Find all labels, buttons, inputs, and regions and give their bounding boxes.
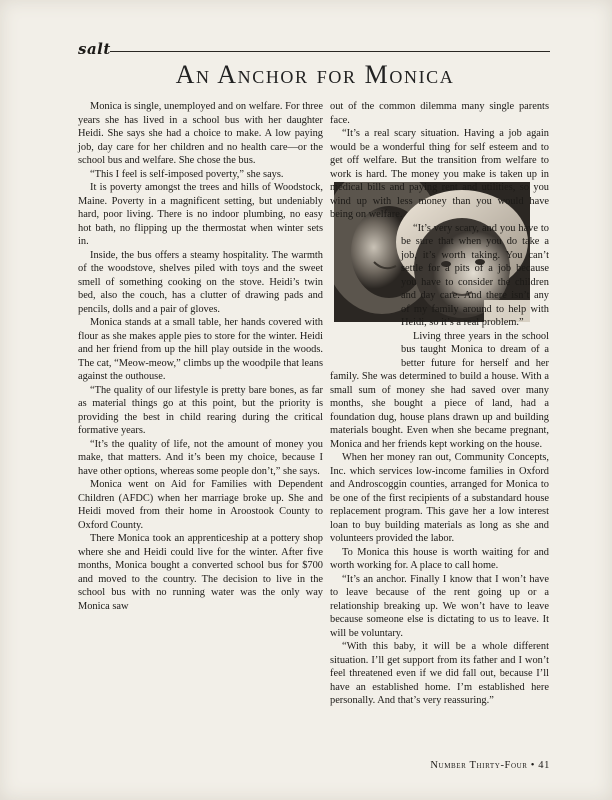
paragraph: “The quality of our lifestyle is pretty bare bones, as far as material things go at this point, but the priority is providing the best in child rearing during the critical formative years. (78, 384, 323, 436)
paragraph: There Monica took an apprenticeship at a pottery shop where she and Heidi could live for the winter. After five months, Monica bought a converted school bus for $700 and moved to the country. The decision to live in the school bus with no running water was the only way Monica saw (78, 533, 323, 612)
paragraph: “This I feel is self-imposed poverty,” she says. (90, 168, 284, 180)
paragraph: “With this baby, it will be a whole different situation. I’ll get support from its father and I won’t feel threatened even if we did fall out, because I’ll have an established home. I’m established here personally. And that’s very reassuring.” (330, 641, 549, 706)
paragraph: Inside, the bus offers a steamy hospitality. The warmth of the woodstove, shelves piled with toys and the sweet smell of something cooking on the stove. Heidi’s twin bed, also the couch, has a clutter of drawing pads and pencils, dolls and a pair of gloves. (78, 249, 323, 315)
paragraph: It is poverty amongst the trees and hills of Woodstock, Maine. Poverty in a magnificent setting, but undeniably hard, poor living. There is no indoor plumbing, no easy hot bath, no flipping up the thermostat when winter sets in. (78, 182, 323, 247)
paragraph: “It’s an anchor. Finally I know that I won’t have to leave because of the rent going up or a relationship breaking up. We won’t have to leave because someone else is dictating to us to leave. It will be voluntary. (330, 573, 549, 639)
paragraph: When her money ran out, Community Concepts, Inc. which services low-income families in Oxford and Androscoggin counties, arranged for Monica to be one of the first recipients of a substandard house replacement program. This gave her a low interest loan to buy building materials as long as she and volunteers provided the labor. (330, 452, 549, 544)
paragraph: “It’s a real scary situation. Having a job again would be a wonderful thing for self esteem and to get off welfare. But the transition from welfare to work is hard. The money you make is taken up in medical bills and paying rent and utilities, so you wind up with less money than you would have being on welfare. (330, 128, 549, 220)
paragraph: “It’s the quality of life, not the amount of money you make, that matters. And it’s been my choice, because I have other options, whereas some people don’t,” she says. (78, 438, 323, 477)
left-column (78, 100, 323, 613)
paragraph: out of the common dilemma many single parents face. (330, 101, 549, 126)
header-rule (110, 51, 550, 52)
paragraph: Monica stands at a small table, her hands covered with flour as she makes apple pies to store for the winter. Heidi and her friend from up the hill play outside in the woods. The cat, “Meow-meow,” climbs up the woodpile that leans against the outhouse. (78, 317, 323, 382)
right-column (330, 100, 549, 708)
photo-wrap-space (330, 222, 395, 359)
paragraph: Monica is single, unemployed and on welfare. For three years she has lived in a school bus with her daughter Heidi. She says she had a choice to make. A low paying job, day care for her children and no health care—or the school bus and welfare. She chose the bus. (78, 101, 323, 166)
paragraph: “It’s very scary, and you have to be sure that when you do take a job, it’s worth taking. You can’t settle for a pits of a job because you have to consider the children and day care. And there isn’t any of my family around to help with Heidi, so it’s a real problem.” (401, 222, 549, 328)
paragraph: Living three years in the school bus taught Monica to dream of a better future for herself and her family. She was determined to build a house. With a small sum of money she had saved over many months, she bought a piece of land, had a foundation dug, house plans drawn up and building materials bought. Even when she became pregnant, Monica and her friends kept working on the house. (330, 330, 549, 450)
magazine-masthead: salt (78, 40, 111, 58)
page-footer: Number Thirty-Four • 41 (430, 760, 550, 771)
paragraph: Monica went on Aid for Families with Dependent Children (AFDC) when her marriage broke up. She and Heidi moved from their home in Aroostook County to Oxford County. (78, 479, 323, 531)
article-title: An Anchor for Monica (175, 60, 455, 89)
paragraph: To Monica this house is worth waiting for and worth working for. A place to call home. (330, 546, 549, 571)
